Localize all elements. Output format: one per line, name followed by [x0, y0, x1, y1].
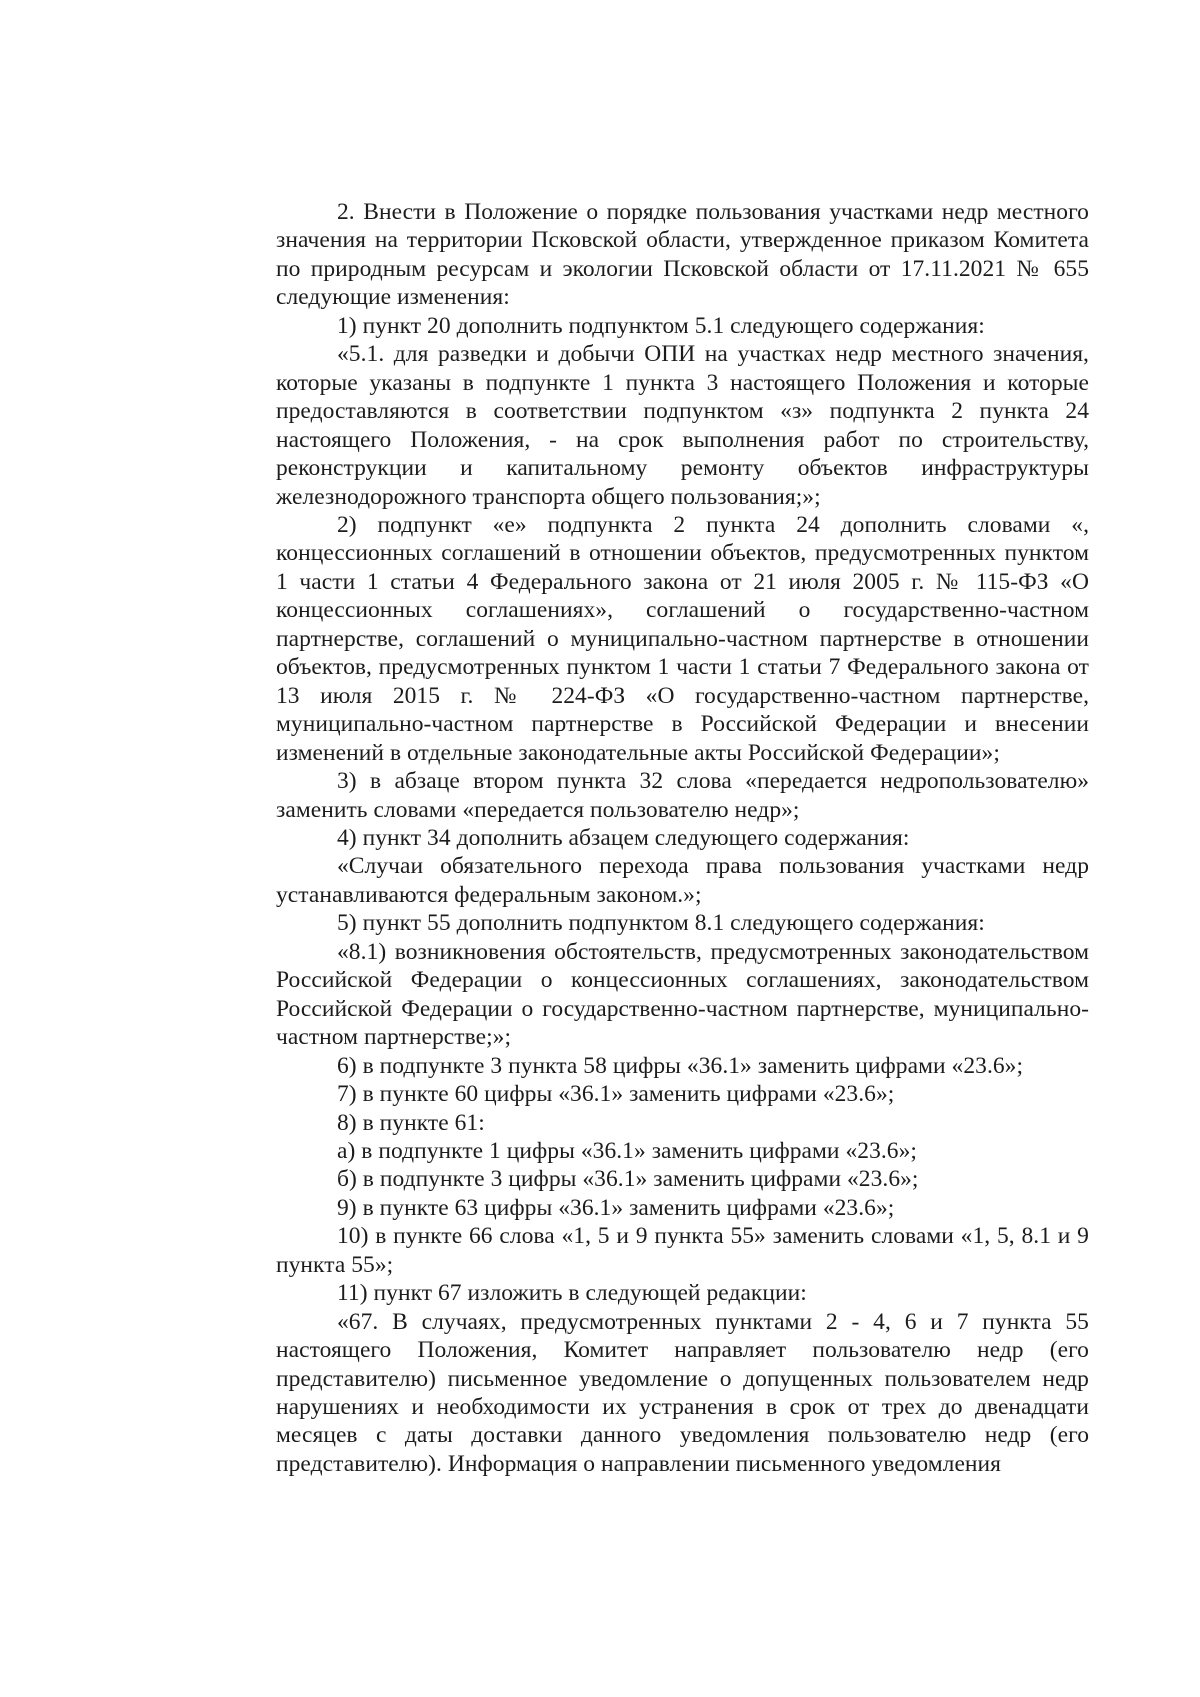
- paragraph-subitem-11: 11) пункт 67 изложить в следующей редакции:: [337, 1280, 807, 1307]
- paragraph-subitem-8b: б) в подпункте 3 цифры «36.1» заменить цифрами «23.6»;: [337, 1166, 919, 1193]
- paragraph-subitem-2: 2) подпункт «е» подпункта 2 пункта 24 дополнить словами «, концессионных соглашений в отношении объектов, предусмотренных пунктом 1 части 1 статьи 4 Федерального закона от 21 июля 2005 г. № 115-ФЗ «О концессионных соглашениях», соглашений о государственно-частном партнерстве, соглашений о муниципально-частном партнерстве в отношении объектов, предусмотренных пунктом 1 части 1 статьи 7 Федерального закона от 13 июля 2015 г. № 224-ФЗ «О государственно-частном партнерстве, муниципально-частном партнерстве в Российской Федерации и внесении изменений в отдельные законодательные акты Российской Федерации»;: [276, 511, 1089, 766]
- paragraph-subitem-6: 6) в подпункте 3 пункта 58 цифры «36.1» заменить цифрами «23.6»;: [337, 1052, 1024, 1079]
- paragraph-subitem-4: 4) пункт 34 дополнить абзацем следующего содержания:: [337, 824, 910, 851]
- paragraph-quote-8-1: «8.1) возникновения обстоятельств, предусмотренных законодательством Российской Федерации о концессионных соглашениях, законодательством Российской Федерации о государственно-частном партнерстве, муниципально-частном партнерстве;»;: [276, 938, 1089, 1051]
- document-body: [276, 198, 1089, 1478]
- paragraph-subitem-1: 1) пункт 20 дополнить подпунктом 5.1 следующего содержания:: [337, 312, 985, 339]
- paragraph-subitem-10: 10) в пункте 66 слова «1, 5 и 9 пункта 55» заменить словами «1, 5, 8.1 и 9 пункта 55»;: [276, 1223, 1089, 1278]
- paragraph-item-2-intro: 2. Внести в Положение о порядке пользования участками недр местного значения на территории Псковской области, утвержденное приказом Комитета по природным ресурсам и экологии Псковской области от 17.11.2021 № 655 следующие изменения:: [276, 199, 1089, 311]
- paragraph-subitem-5: 5) пункт 55 дополнить подпунктом 8.1 следующего содержания:: [337, 910, 985, 937]
- paragraph-quote-5-1: «5.1. для разведки и добычи ОПИ на участках недр местного значения, которые указаны в подпункте 1 пункта 3 настоящего Положения и которые предоставляются в соответствии подпунктом «з» подпункта 2 пункта 24 настоящего Положения, - на срок выполнения работ по строительству, реконструкции и капитальному ремонту объектов инфраструктуры железнодорожного транспорта общего пользования;»;: [276, 341, 1089, 510]
- paragraph-subitem-8a: а) в подпункте 1 цифры «36.1» заменить цифрами «23.6»;: [337, 1137, 917, 1164]
- paragraph-subitem-7: 7) в пункте 60 цифры «36.1» заменить цифрами «23.6»;: [337, 1081, 895, 1108]
- paragraph-subitem-9: 9) в пункте 63 цифры «36.1» заменить цифрами «23.6»;: [337, 1194, 895, 1221]
- paragraph-quote-34: «Случаи обязательного перехода права пользования участками недр устанавливаются федеральным законом.»;: [276, 853, 1089, 908]
- paragraph-subitem-3: 3) в абзаце втором пункта 32 слова «передается недропользователю» заменить словами «передается пользователю недр»;: [276, 768, 1089, 823]
- paragraph-subitem-8: 8) в пункте 61:: [337, 1109, 485, 1136]
- paragraph-quote-67: «67. В случаях, предусмотренных пунктами 2 - 4, 6 и 7 пункта 55 настоящего Положения, Комитет направляет пользователю недр (его представителю) письменное уведомление о допущенных пользователем недр нарушениях и необходимости их устранения в срок от трех до двенадцати месяцев с даты доставки данного уведомления пользователю недр (его представителю). Информация о направлении письменного уведомления: [276, 1308, 1089, 1477]
